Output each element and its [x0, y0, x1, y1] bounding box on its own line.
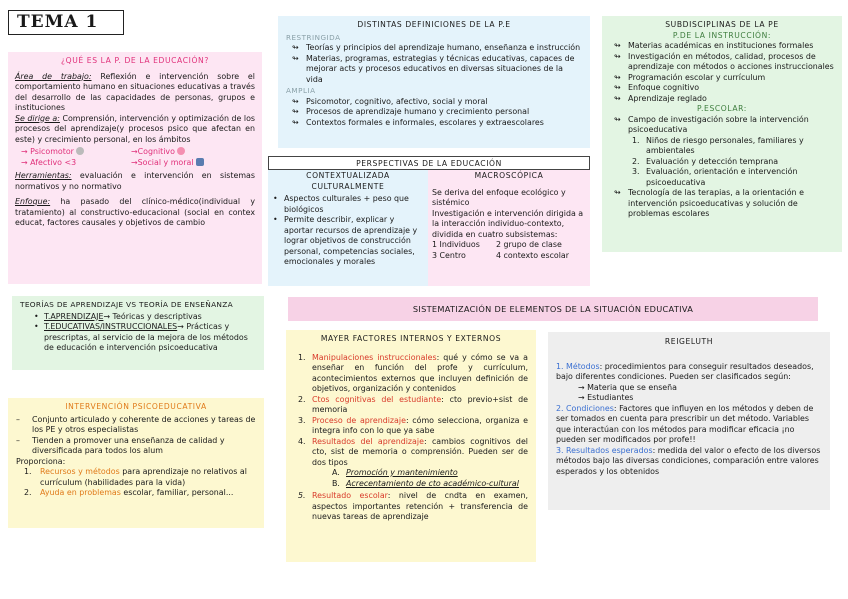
teorias-list: [20, 312, 256, 354]
list-item: → Materia que se enseña: [578, 382, 677, 392]
list-item: ↬ Programación escolar y currículum: [608, 73, 836, 84]
proporciona-label: Proporciona:: [16, 456, 66, 466]
list-item: ↬ Enfoque cognitivo: [608, 83, 836, 94]
area-trabajo-paragraph: [15, 72, 255, 114]
subsistemas-grid: [432, 240, 586, 261]
macroscopica-heading: MACROSCÓPICA: [474, 171, 544, 180]
definiciones-heading: DISTINTAS DEFINICIONES DE LA P.E: [357, 20, 511, 29]
contextualizada-heading: CONTEXTUALIZADA CULTURALMENTE: [306, 171, 390, 191]
list-item: 2. Evaluación y detección temprana: [632, 156, 779, 166]
dirige-label: Se dirige a:: [15, 113, 60, 123]
macroscopica-column: [428, 170, 590, 286]
intervencion-heading: INTERVENCIÓN PSICOEDUCATIVA: [65, 402, 207, 411]
metodos-label: 1. Métodos: [556, 361, 600, 371]
list-item: ↬ Investigación en métodos, calidad, procesos de aprendizaje con métodos o acciones instruccionales: [608, 52, 836, 73]
escolar-label: P.ESCOLAR:: [697, 104, 747, 113]
subsistema: 4 contexto escolar: [496, 250, 570, 260]
enfoque-paragraph: [15, 197, 255, 229]
ambito-afectivo: → Afectivo <3: [21, 157, 77, 167]
list-item: ↬ Procesos de aprendizaje humano y crecimiento personal: [286, 107, 582, 118]
que-es-heading: ¿QUÉ ES LA P. DE LA EDUCACIÓN?: [61, 56, 209, 65]
list-item: ↬ Materias académicas en instituciones formales: [608, 41, 836, 52]
enfoque-label: Enfoque:: [15, 197, 51, 206]
list-item: ↬ Aprendizaje reglado: [608, 94, 836, 105]
list-item: 1. Niños de riesgo personales, familiares y ambientales: [632, 135, 804, 155]
mayer-section: [286, 330, 536, 562]
list-item: 3. Proceso de aprendizaje: cómo selecciona, organiza e integra info con lo que ya sabe: [298, 415, 528, 435]
proporciona-list: [16, 467, 256, 499]
brain-icon: [177, 147, 185, 155]
subsistema: 2 grupo de clase: [496, 240, 562, 249]
contextualizada-list: [272, 194, 424, 268]
list-item: • Permite describir, explicar y aportar recursos de aprendizaje y lograr objetivos de construcción personal, competencias sociales, emocionales y morales: [273, 215, 418, 266]
macro-text2: Investigación e intervención dirigida a la interacción individuo-contexto, dividida en cuatro subsistemas:: [432, 208, 584, 239]
amplia-label: AMPLIA: [286, 86, 316, 95]
herr-text: evaluación e intervención en sistemas normativos y no normativo: [15, 171, 255, 191]
area-label: Área de trabajo:: [15, 71, 92, 81]
mayer-sublist: [294, 468, 528, 489]
subdisciplinas-heading: SUBDISCIPLINAS DE LA PE: [665, 20, 779, 29]
list-item: ↬ Tecnología de las terapias, a la orientación e intervención psicoeducativas y solución de problemas escolares: [608, 188, 836, 220]
que-es-section: [8, 52, 262, 284]
instruccion-label: P.DE LA INSTRUCCIÓN:: [672, 30, 772, 40]
contextualizada-column: [268, 170, 428, 286]
perspectivas-columns: [268, 170, 590, 286]
mayer-heading: MAYER FACTORES INTERNOS Y EXTERNOS: [320, 334, 502, 343]
metodos-sublist: [556, 383, 822, 404]
amplia-list: [286, 97, 582, 129]
intervencion-section: [8, 398, 264, 528]
ambito-social: →Social y moral: [131, 158, 251, 169]
ambito-psicomotor: → Psicomotor: [21, 147, 131, 158]
dirige-text: Comprensión, intervención y optimización de los procesos del aprendizaje(y procesos psico que afectan en este) y crecimiento personal, en los ámbitos: [15, 113, 256, 144]
reigeluth-section: [548, 332, 830, 510]
escolar-numbered: [608, 136, 836, 189]
condiciones-text: : Factores que influyen en los métodos y deben de ser tomados en cuenta para prescribir un det método. Variables que interactúan con los métodos para modificar eficacia ¡no pueden ser modificados por profe!!: [556, 403, 814, 444]
herramientas-paragraph: [15, 171, 255, 192]
escolar-final-list: [608, 188, 836, 220]
intervencion-bullets: [16, 415, 256, 457]
condiciones-paragraph: [556, 404, 822, 446]
ambitos-grid: [15, 147, 255, 168]
area-text: Reflexión e intervención sobre el comportamiento humano en situaciones educativas a través del desarrollo de las capacidades de personas, grupos e instituciones: [15, 71, 255, 112]
list-item: 1. Manipulaciones instruccionales: qué y cómo se va a enseñar en función del profe y currículum, acontecimientos externos que incluyen definición de objetivos, organización y contenidos: [298, 352, 528, 393]
list-item: ↬ Materias, programas, estrategias y técnicas educativas, capaces de mejorar acts y procesos educativos en diversas situaciones de la vida: [286, 54, 582, 86]
metodos-paragraph: [556, 362, 822, 383]
resultados-label: 3. Resultados esperados: [556, 445, 653, 455]
list-item: 3. Evaluación, orientación e intervención psicoeducativa: [632, 167, 798, 187]
subdisciplinas-section: [602, 16, 842, 252]
list-item: – Tienden a promover una enseñanza de calidad y diversificada para todos los alum: [16, 435, 225, 455]
macro-text1: Se deriva del enfoque ecológico y sistémico: [432, 187, 566, 207]
list-item: B. Acrecentamiento de cto académico-cultural: [332, 478, 519, 488]
list-item: ↬ Contextos formales e informales, escolares y extraescolares: [286, 118, 582, 129]
list-item: 4. Resultados del aprendizaje: cambios cognitivos del cto, sist de memoria o comprensión. Pueden ser de dos tipos: [298, 436, 528, 467]
list-item: ↬ Teorías y principios del aprendizaje humano, enseñanza e instrucción: [286, 43, 582, 54]
mayer-list: [294, 353, 528, 469]
list-item: 2. Ctos cognitivas del estudiante: cto previo+sist de memoria: [298, 394, 528, 414]
list-item: 5. Resultado escolar: nivel de cndta en examen, aspectos importantes retención + transferencia de nuevas tareas de aprendizaje: [298, 491, 528, 521]
metodos-text: : procedimientos para conseguir resultados deseados, bajo diferentes condiciones. Pueden ser clasificados según:: [556, 361, 814, 381]
escolar-list: [608, 115, 836, 136]
reigeluth-heading: REIGELUTH: [664, 337, 714, 346]
resultados-text: : medida del valor o efecto de los diversos métodos bajo las diversas condiciones, comparación entre valores esperados y los obtenidos: [556, 445, 821, 476]
list-item: • T.APRENDIZAJE→ Teóricas y descriptivas: [34, 311, 202, 321]
condiciones-label: 2. Condiciones: [556, 403, 614, 413]
instruccion-list: [608, 41, 836, 104]
page-title: TEMA 1: [8, 10, 124, 35]
list-item: ↬ Campo de investigación sobre la intervención psicoeducativa: [608, 115, 836, 136]
teorias-section: [12, 296, 264, 370]
restringida-label: RESTRINGIDA: [286, 32, 341, 42]
list-item: • Aspectos culturales + peso que biológicos: [273, 194, 409, 214]
list-item: • T.EDUCATIVAS/INSTRUCCIONALES→ Prácticas y prescriptas, al servicio de la mejora de los métodos de educación e intervención psicoeducativa: [34, 322, 248, 352]
list-item: A. Promoción y mantenimiento: [332, 468, 458, 477]
gear-icon: [76, 147, 84, 155]
people-icon: [196, 158, 204, 166]
sistematizacion-banner: [288, 297, 818, 321]
teorias-heading: TEORÍAS DE APRENDIZAJE VS TEORÍA DE ENSEÑANZA: [20, 300, 233, 309]
list-item: → Estudiantes: [578, 393, 634, 402]
perspectivas-heading: PERSPECTIVAS DE LA EDUCACIÓN: [268, 156, 590, 170]
resultados-paragraph: [556, 446, 822, 478]
list-item: – Conjunto articulado y coherente de acciones y tareas de los PE y otros especialistas: [16, 414, 256, 434]
subsistema: 1 Individuos: [432, 240, 480, 249]
sistematizacion-heading: SISTEMATIZACIÓN DE ELEMENTOS DE LA SITUACIÓN EDUCATIVA: [412, 304, 694, 314]
perspectivas-section: [268, 156, 590, 286]
ambito-cognitivo: →Cognitivo: [131, 147, 251, 158]
list-item: 1. Recursos y métodos para aprendizaje no relativos al currículum (habilidades para la vida): [24, 467, 247, 487]
restringida-list: [286, 43, 582, 85]
definiciones-section: [278, 16, 590, 148]
enfoque-text: ha pasado del clínico-médico(individual y tratamiento) al constructivo-educacional (social en contex educat, factores causales y objetivos de cambio: [15, 197, 255, 227]
dirige-paragraph: [15, 114, 255, 146]
list-item: ↬ Psicomotor, cognitivo, afectivo, social y moral: [286, 97, 582, 108]
list-item: 2. Ayuda en problemas escolar, familiar, personal...: [24, 488, 234, 497]
herr-label: Herramientas:: [15, 171, 72, 180]
subsistema: 3 Centro: [432, 250, 466, 260]
